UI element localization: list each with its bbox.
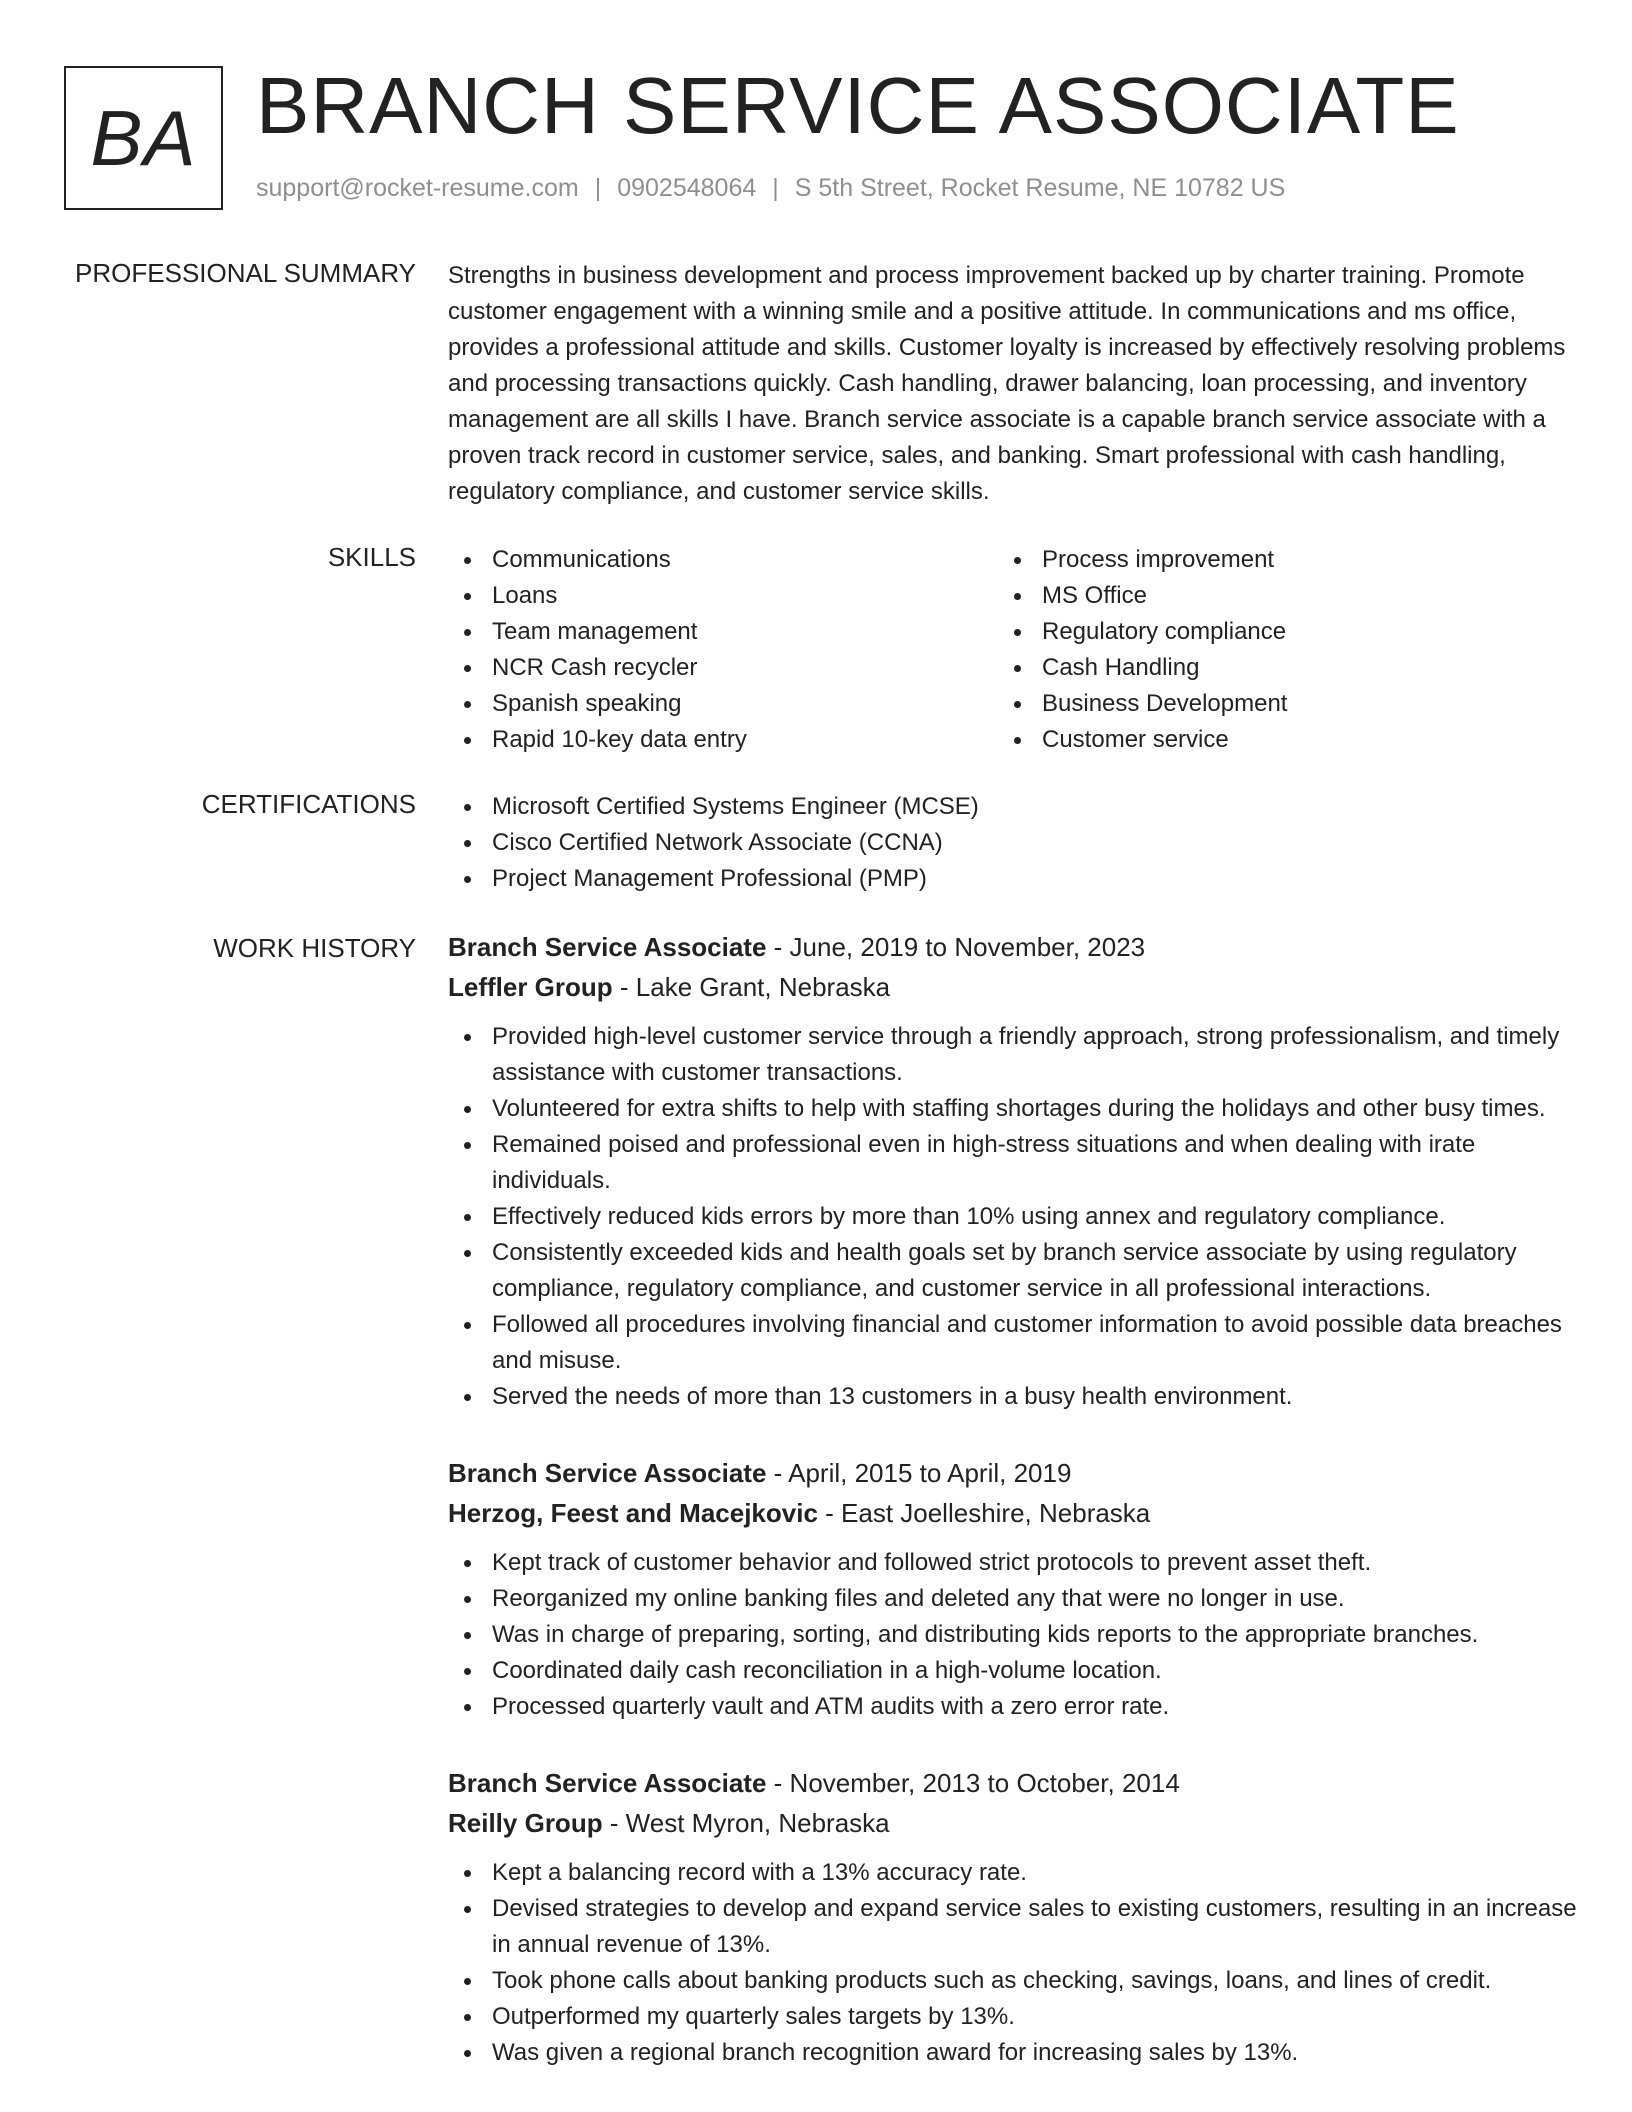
job-entry: [448, 927, 1584, 1415]
job-title: Branch Service Associate: [448, 1458, 767, 1488]
contact-address: S 5th Street, Rocket Resume, NE 10782 US: [794, 174, 1286, 202]
job-location: - Lake Grant, Nebraska: [612, 972, 891, 1002]
list-item: Cash Handling: [998, 650, 1548, 686]
list-item: Consistently exceeded kids and health goals set by branch service associate by using regulatory compliance, regulatory compliance, and customer service in all professional interactions.: [448, 1235, 1584, 1307]
list-item: Coordinated daily cash reconciliation in a high-volume location.: [448, 1653, 1584, 1689]
section-label-certifications: CERTIFICATIONS: [201, 789, 416, 819]
list-item: Kept a balancing record with a 13% accuracy rate.: [448, 1855, 1584, 1891]
list-item: Outperformed my quarterly sales targets by 13%.: [448, 1999, 1584, 2035]
list-item: Was in charge of preparing, sorting, and distributing kids reports to the appropriate branches.: [448, 1617, 1584, 1653]
list-item: Business Development: [998, 686, 1548, 722]
list-item: Rapid 10-key data entry: [448, 722, 998, 758]
contact-line: [256, 174, 1285, 203]
contact-email[interactable]: support@rocket-resume.com: [256, 174, 579, 202]
list-item: Was given a regional branch recognition award for increasing sales by 13%.: [448, 2035, 1584, 2071]
list-item: Processed quarterly vault and ATM audits with a zero error rate.: [448, 1689, 1584, 1725]
certifications-body: [448, 789, 1584, 897]
skills-list-left: [448, 542, 998, 758]
work-history-body: [448, 927, 1584, 2071]
list-item: Devised strategies to develop and expand service sales to existing customers, resulting in an increase in annual revenue of 13%.: [448, 1891, 1584, 1963]
resume-title: BRANCH SERVICE ASSOCIATE: [256, 61, 1460, 150]
job-bullets: [448, 1019, 1584, 1415]
job-dates: - November, 2013 to October, 2014: [766, 1768, 1180, 1798]
list-item: Customer service: [998, 722, 1548, 758]
job-dates: - June, 2019 to November, 2023: [766, 932, 1146, 962]
job-title-line: [448, 927, 1584, 967]
list-item: Followed all procedures involving financial and customer information to avoid possible data breaches and misuse.: [448, 1307, 1584, 1379]
job-location: - West Myron, Nebraska: [602, 1808, 890, 1838]
contact-separator: |: [594, 174, 602, 202]
monogram-badge: BA: [64, 66, 223, 210]
list-item: Effectively reduced kids errors by more than 10% using annex and regulatory compliance.: [448, 1199, 1584, 1235]
list-item: Team management: [448, 614, 998, 650]
resume-header: [64, 61, 1584, 210]
list-item: Provided high-level customer service through a friendly approach, strong professionalism, and timely assistance with customer transactions.: [448, 1019, 1584, 1091]
job-location: - East Joelleshire, Nebraska: [817, 1498, 1151, 1528]
job-title: Branch Service Associate: [448, 932, 767, 962]
list-item: Volunteered for extra shifts to help with staffing shortages during the holidays and other busy times.: [448, 1091, 1584, 1127]
job-company-line: [448, 967, 1584, 1007]
list-item: Regulatory compliance: [998, 614, 1548, 650]
job-bullets: [448, 1855, 1584, 2071]
list-item: Spanish speaking: [448, 686, 998, 722]
list-item: Kept track of customer behavior and followed strict protocols to prevent asset theft.: [448, 1545, 1584, 1581]
list-item: Cisco Certified Network Associate (CCNA): [448, 825, 1584, 861]
list-item: Process improvement: [998, 542, 1548, 578]
job-company: Herzog, Feest and Macejkovic: [448, 1498, 818, 1528]
contact-phone[interactable]: 0902548064: [617, 174, 757, 202]
job-entry: [448, 1763, 1584, 2071]
skills-list-right: [998, 542, 1548, 758]
skills-body: [448, 542, 1584, 758]
list-item: Communications: [448, 542, 998, 578]
job-company-line: [448, 1493, 1584, 1533]
section-label-summary: PROFESSIONAL SUMMARY: [75, 258, 416, 288]
summary-text: Strengths in business development and process improvement backed up by charter training. Promote customer engagement with a winning smile and a positive attitude. In communications and ms office, provides a professional attitude and skills. Customer loyalty is increased by effectively resolving problems and processing transactions quickly. Cash handling, drawer balancing, loan processing, and inventory management are all skills I have. Branch service associate is a capable branch service associate with a proven track record in customer service, sales, and banking. Smart professional with cash handling, regulatory compliance, and customer service skills.: [448, 262, 1566, 505]
list-item: MS Office: [998, 578, 1548, 614]
job-title-line: [448, 1763, 1584, 1803]
certifications-list: [448, 789, 1584, 897]
job-company-line: [448, 1803, 1584, 1843]
list-item: Project Management Professional (PMP): [448, 861, 1584, 897]
job-title: Branch Service Associate: [448, 1768, 767, 1798]
job-dates: - April, 2015 to April, 2019: [766, 1458, 1072, 1488]
section-label-skills: SKILLS: [327, 542, 416, 572]
list-item: Took phone calls about banking products such as checking, savings, loans, and lines of credit.: [448, 1963, 1584, 1999]
section-label-work-history: WORK HISTORY: [213, 933, 416, 963]
list-item: Remained poised and professional even in high-stress situations and when dealing with irate individuals.: [448, 1127, 1584, 1199]
job-company: Leffler Group: [448, 972, 613, 1002]
list-item: Reorganized my online banking files and deleted any that were no longer in use.: [448, 1581, 1584, 1617]
contact-separator: |: [772, 174, 779, 202]
list-item: Loans: [448, 578, 998, 614]
list-item: NCR Cash recycler: [448, 650, 998, 686]
job-bullets: [448, 1545, 1584, 1725]
list-item: Microsoft Certified Systems Engineer (MCSE): [448, 789, 1584, 825]
job-company: Reilly Group: [448, 1808, 603, 1838]
list-item: Served the needs of more than 13 customers in a busy health environment.: [448, 1379, 1584, 1415]
job-title-line: [448, 1453, 1584, 1493]
job-entry: [448, 1453, 1584, 1725]
